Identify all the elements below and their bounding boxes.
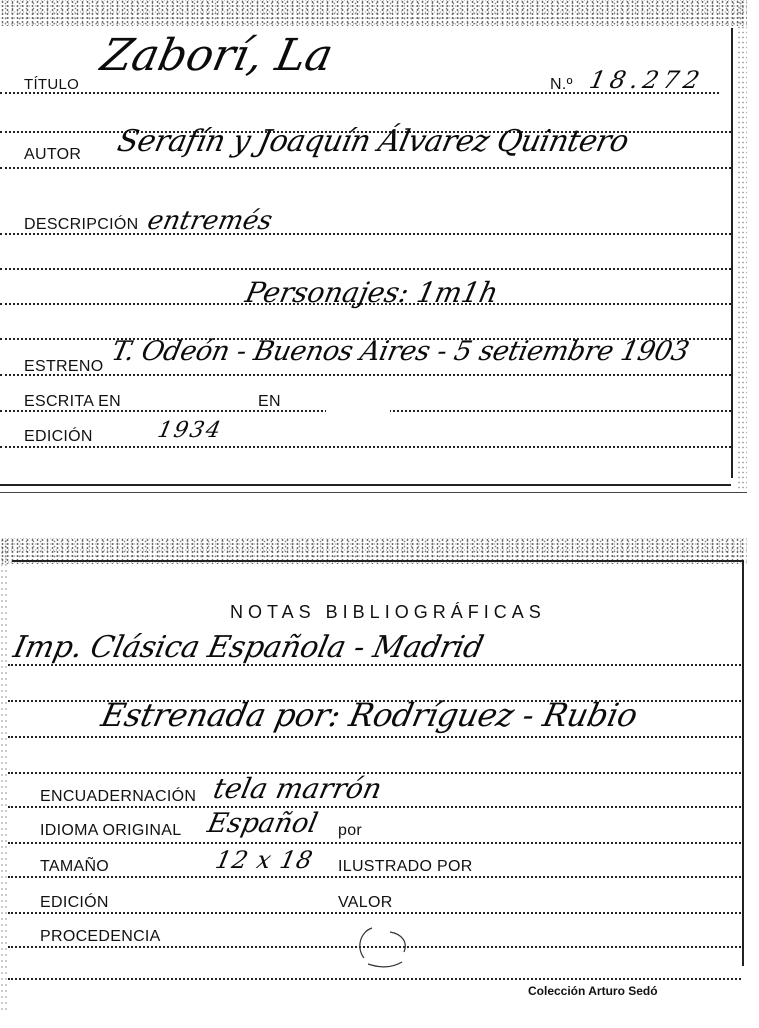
card-bottom-frame-top bbox=[12, 560, 742, 562]
ink-scribble-mark bbox=[350, 922, 424, 970]
descripcion-value: entremés bbox=[144, 206, 275, 236]
rule-line bbox=[8, 876, 741, 878]
idioma-label: IDIOMA ORIGINAL bbox=[40, 822, 182, 839]
rule-line bbox=[0, 446, 731, 448]
edicion-value: 1934 bbox=[155, 418, 225, 443]
tamano-label: TAMAÑO bbox=[40, 858, 110, 875]
cards-separator bbox=[0, 492, 747, 493]
card-top-texture bbox=[0, 0, 747, 26]
estreno-value: T. Odeón - Buenos Aires - 5 setiembre 1903 bbox=[108, 336, 692, 367]
rule-line bbox=[0, 374, 731, 376]
tamano-value: 12 x 18 bbox=[213, 846, 316, 874]
card-bottom-left-edge bbox=[0, 538, 8, 1014]
notas-title: NOTAS BIBLIOGRÁFICAS bbox=[230, 602, 546, 622]
card-top-frame-bottom bbox=[0, 484, 731, 486]
titulo-value: Zaborí, La bbox=[96, 30, 338, 81]
valor-label: VALOR bbox=[338, 894, 393, 911]
card-top-right-edge bbox=[737, 0, 747, 490]
erasure-mark bbox=[326, 396, 390, 414]
numero-label: N.º bbox=[550, 76, 573, 93]
card-top-frame-right bbox=[731, 28, 733, 478]
rule-line bbox=[8, 736, 741, 738]
autor-label: AUTOR bbox=[24, 146, 82, 163]
edicion-label-bottom: EDICIÓN bbox=[40, 894, 109, 911]
card-bottom-frame-right bbox=[742, 560, 744, 966]
ilustrado-label: ILUSTRADO POR bbox=[338, 858, 473, 875]
idioma-value: Español bbox=[204, 808, 321, 839]
en-label: EN bbox=[258, 393, 281, 410]
catalog-card-top bbox=[0, 0, 747, 490]
rule-line bbox=[8, 842, 741, 844]
rule-line bbox=[0, 268, 731, 270]
por-label: por bbox=[338, 822, 363, 839]
erasure-mark bbox=[318, 430, 384, 446]
autor-value: Serafín y Joaquín Álvarez Quintero bbox=[114, 124, 632, 159]
rule-line bbox=[8, 912, 741, 914]
edicion-label: EDICIÓN bbox=[24, 428, 93, 445]
descripcion-label: DESCRIPCIÓN bbox=[24, 216, 139, 233]
procedencia-label: PROCEDENCIA bbox=[40, 928, 161, 945]
rule-line bbox=[8, 978, 741, 980]
encuadernacion-label: ENCUADERNACIÓN bbox=[40, 788, 197, 805]
rule-line bbox=[8, 806, 741, 808]
catalog-card-bottom bbox=[0, 538, 747, 1014]
titulo-label: TÍTULO bbox=[24, 76, 80, 93]
note-line-2: Estrenada por: Rodríguez - Rubio bbox=[97, 696, 641, 734]
escrita-label: ESCRITA EN bbox=[24, 393, 121, 410]
rule-line bbox=[0, 167, 731, 169]
numero-value: 18.272 bbox=[587, 66, 707, 94]
estreno-label: ESTRENO bbox=[24, 358, 104, 375]
encuadernacion-value: tela marrón bbox=[210, 772, 385, 805]
note-line-1: Imp. Clásica Española - Madrid bbox=[10, 630, 487, 665]
personajes-note: Personajes: 1m1h bbox=[242, 276, 502, 309]
collection-footer: Colección Arturo Sedó bbox=[528, 984, 658, 998]
